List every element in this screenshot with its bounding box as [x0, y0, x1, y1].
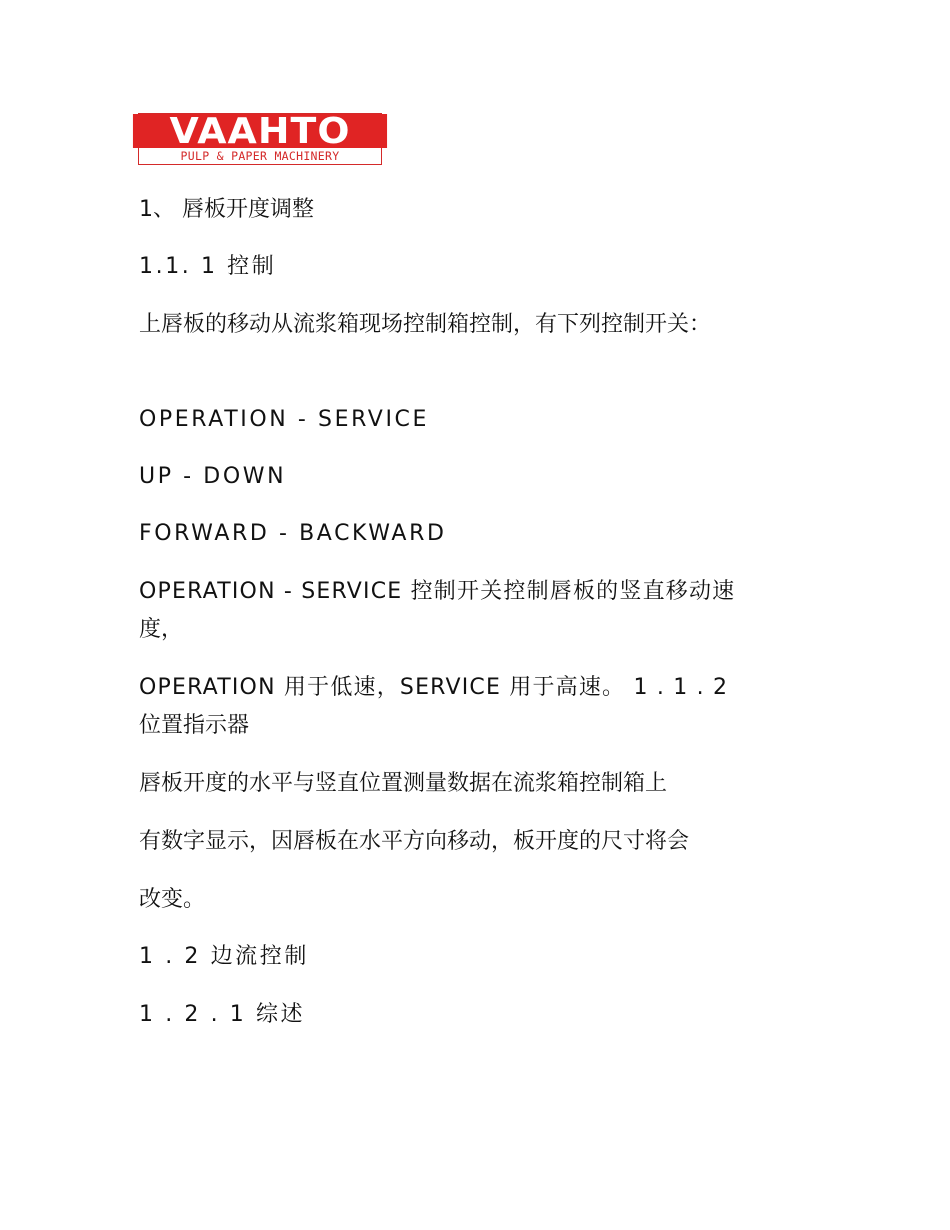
switch-operation-service: OPERATION - SERVICE [139, 407, 429, 432]
logo-brand: VAAHTO [133, 114, 387, 148]
logo-tagline: PULP & PAPER MACHINERY [180, 149, 340, 163]
heading-1-2-1: 1 . 2 . 1 综述 [139, 1002, 306, 1027]
paragraph-position-line-1: 唇板开度的水平与竖直位置测量数据在流浆箱控制箱上 [139, 771, 668, 796]
paragraph-position-line-2: 有数字显示，因唇板在水平方向移动，板开度的尺寸将会 [139, 829, 690, 854]
paragraph-position-line-3: 改变。 [139, 887, 206, 912]
switch-up-down: UP - DOWN [139, 464, 287, 489]
vaahto-logo [138, 113, 382, 165]
switch-forward-backward: FORWARD - BACKWARD [139, 521, 447, 546]
paragraph-speed-line-3: OPERATION 用于低速，SERVICE 用于高速。 1 . 1 . 2 [139, 675, 729, 700]
paragraph-intro: 上唇板的移动从流浆箱现场控制箱控制，有下列控制开关： [139, 312, 712, 337]
heading-1-1-1: 1.1. 1 控制 [139, 254, 277, 279]
heading-1-2: 1 . 2 边流控制 [139, 944, 309, 969]
paragraph-speed-line-2: 度， [139, 617, 184, 642]
heading-1: 1、 唇板开度调整 [139, 197, 314, 222]
paragraph-speed-line-1: OPERATION - SERVICE 控制开关控制唇板的竖直移动速 [139, 579, 736, 604]
paragraph-speed-line-4: 位置指示器 [139, 713, 250, 738]
